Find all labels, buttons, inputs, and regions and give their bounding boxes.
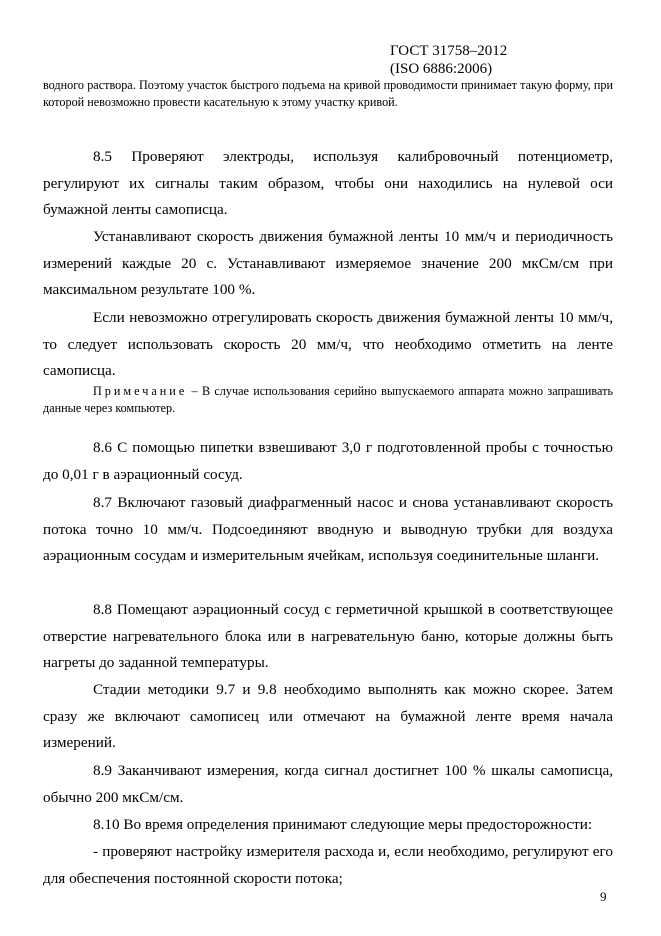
paragraph-8-5-speed: Устанавливают скорость движения бумажной ленты 10 мм/ч и периодичность измерений каждые 20 с. Устанавливают измеряемое значение 200 мкСм/см при максимальном результате 100 %. <box>43 228 613 298</box>
continuation-text: водного раствора. Поэтому участок быстрого подъема на кривой проводимости принимает такую форму, при которой невозможно провести касательную к этому участку кривой. <box>43 78 613 109</box>
paragraph-8-10: 8.10 Во время определения принимают следующие меры предосторожности: <box>93 816 593 833</box>
note-text: – В случае использования серийно выпускаемого аппарата можно запрашивать данные через компьютер. <box>43 384 613 415</box>
paragraph-8-9: 8.9 Заканчивают измерения, когда сигнал достигнет 100 % шкалы самописца, обычно 200 мкСм/см. <box>43 762 613 806</box>
standard-number: ГОСТ 31758–2012 <box>390 43 508 59</box>
paragraph-8-5: 8.5 Проверяют электроды, используя калибровочный потенциометр, регулируют их сигналы таким образом, чтобы они находились на нулевой оси бумажной ленты самописца. <box>43 148 613 218</box>
paragraph-8-10-item: - проверяют настройку измерителя расхода и, если необходимо, регулируют его для обеспечения постоянной скорости потока; <box>43 843 613 887</box>
note-label: Примечание <box>93 384 188 398</box>
paragraph-8-8-stages: Стадии методики 9.7 и 9.8 необходимо выполнять как можно скорее. Затем сразу же включают самописец или отмечают на бумажной ленте время начала измерений. <box>43 681 613 751</box>
paragraph-8-7: 8.7 Включают газовый диафрагменный насос и снова устанавливают скорость потока точно 10 мм/ч. Подсоединяют вводную и выводную трубки для воздуха аэрационным сосудам и измерительным ячейкам, используя соединительные шланги. <box>43 494 613 564</box>
iso-reference: (ISO 6886:2006) <box>390 61 493 77</box>
note-block <box>43 383 613 417</box>
page-number: 9 <box>600 889 607 904</box>
paragraph-8-8: 8.8 Помещают аэрационный сосуд с герметичной крышкой в соответствующее отверстие нагревательного блока или в нагревательную баню, которые должны быть нагреты до заданной температуры. <box>43 601 613 671</box>
paragraph-8-5-fallback: Если невозможно отрегулировать скорость движения бумажной ленты 10 мм/ч, то следует использовать скорость 20 мм/ч, что необходимо отметить на ленте самописца. <box>43 309 613 379</box>
paragraph-8-6: 8.6 С помощью пипетки взвешивают 3,0 г подготовленной пробы с точностью до 0,01 г в аэрационный сосуд. <box>43 439 613 483</box>
